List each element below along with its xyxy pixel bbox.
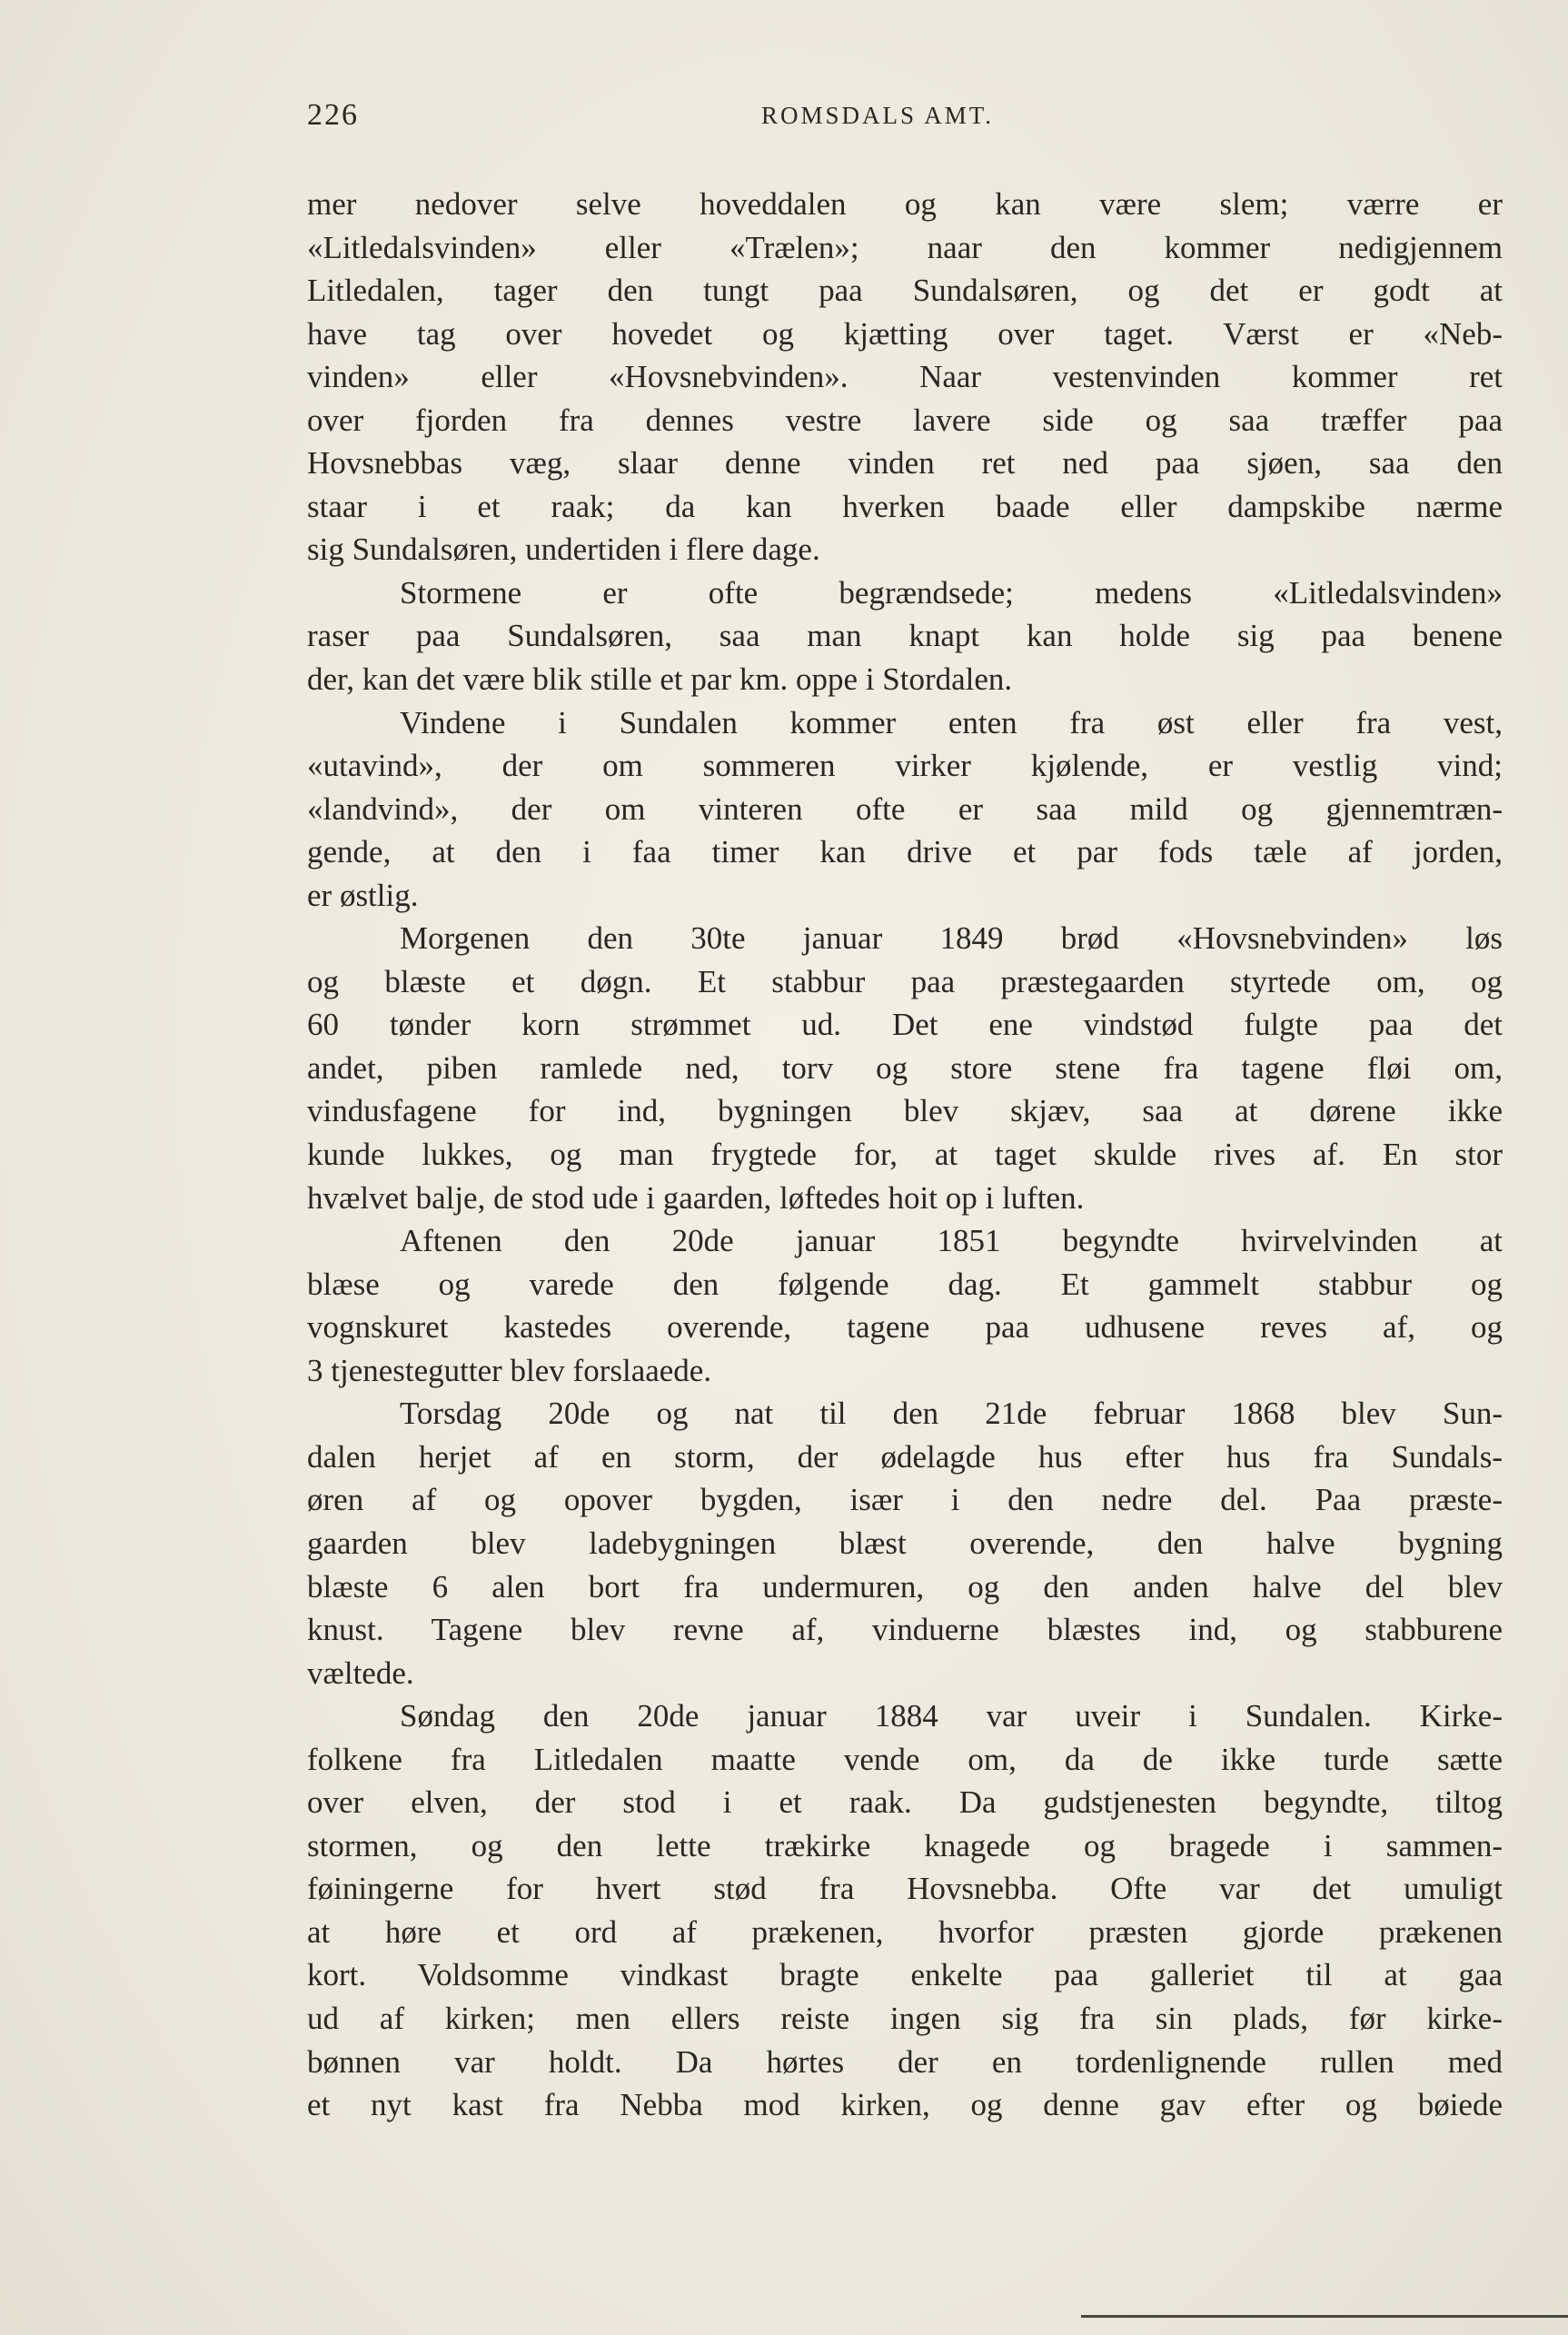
text-line: have tag over hovedet og kjætting over taget. Værst er «Neb- — [307, 315, 1503, 352]
body-text — [307, 183, 1503, 2127]
page-header — [307, 98, 1506, 138]
text-line: kunde lukkes, og man frygtede for, at taget skulde rives af. En stor — [307, 1137, 1503, 1173]
text-line: «Litledalsvinden» eller «Trælen»; naar den kommer nedigjennem — [307, 229, 1503, 265]
text-line: kort. Voldsomme vindkast bragte enkelte paa galleriet til at gaa — [307, 1957, 1503, 1993]
text-line: over elven, der stod i et raak. Da gudstjenesten begyndte, tiltog — [307, 1784, 1503, 1821]
text-line: vinden» eller «Hovsnebvinden». Naar vestenvinden kommer ret — [307, 359, 1503, 395]
text-line: at høre et ord af prækenen, hvorfor præsten gjorde prækenen — [307, 1913, 1503, 1950]
page-number: 226 — [307, 98, 359, 132]
text-line: der, kan det være blik stille et par km. oppe i Stordalen. — [307, 661, 1013, 698]
text-line: et nyt kast fra Nebba mod kirken, og denne gav efter og bøiede — [307, 2087, 1503, 2123]
text-line: «landvind», der om vinteren ofte er saa mild og gjennemtræn- — [307, 790, 1503, 827]
text-line: stormen, og den lette trækirke knagede og bragede i sammen- — [307, 1827, 1503, 1863]
text-line: Aftenen den 20de januar 1851 begyndte hvirvelvinden at — [400, 1223, 1503, 1259]
text-line: gaarden blev ladebygningen blæst overende, den halve bygning — [307, 1525, 1503, 1561]
text-line: vognskuret kastedes overende, tagene paa udhusene reves af, og — [307, 1309, 1503, 1346]
text-line: 60 tønder korn strømmet ud. Det ene vindstød fulgte paa det — [307, 1007, 1503, 1043]
text-line: bønnen var holdt. Da hørtes der en tordenlignende rullen med — [307, 2043, 1503, 2080]
text-line: Hovsnebbas væg, slaar denne vinden ret ned paa sjøen, saa den — [307, 445, 1503, 482]
running-head: ROMSDALS AMT. — [761, 102, 995, 129]
text-line: Litledalen, tager den tungt paa Sundalsøren, og det er godt at — [307, 273, 1503, 309]
text-line: staar i et raak; da kan hverken baade eller dampskibe nærme — [307, 488, 1503, 524]
text-line: Vindene i Sundalen kommer enten fra øst eller fra vest, — [400, 704, 1503, 740]
text-line: Stormene er ofte begrændsede; medens «Litledalsvinden» — [400, 574, 1503, 611]
text-line: folkene fra Litledalen maatte vende om, da de ikke turde sætte — [307, 1741, 1503, 1777]
text-line: vindusfagene for ind, bygningen blev skjæv, saa at dørene ikke — [307, 1093, 1503, 1129]
text-line: andet, piben ramlede ned, torv og store stene fra tagene fløi om, — [307, 1049, 1503, 1086]
text-line: dalen herjet af en storm, der ødelagde hus efter hus fra Sundals- — [307, 1438, 1503, 1475]
text-line: «utavind», der om sommeren virker kjølende, er vestlig vind; — [307, 748, 1503, 784]
text-line: Morgenen den 30te januar 1849 brød «Hovsnebvinden» løs — [400, 920, 1503, 957]
bottom-rule — [1081, 2315, 1568, 2318]
text-line: øren af og opover bygden, især i den nedre del. Paa præste- — [307, 1482, 1503, 1518]
text-line: mer nedover selve hoveddalen og kan være slem; værre er — [307, 186, 1503, 222]
text-line: gende, at den i faa timer kan drive et par fods tæle af jorden, — [307, 834, 1503, 870]
text-line: sig Sundalsøren, undertiden i flere dage. — [307, 532, 820, 568]
text-line: ud af kirken; men ellers reiste ingen sig fra sin plads, før kirke- — [307, 2000, 1503, 2036]
text-line: blæse og varede den følgende dag. Et gammelt stabbur og — [307, 1266, 1503, 1302]
text-line: blæste 6 alen bort fra undermuren, og den anden halve del blev — [307, 1568, 1503, 1605]
text-line: er østlig. — [307, 877, 419, 913]
text-line: 3 tjenestegutter blev forslaaede. — [307, 1352, 712, 1388]
text-line: væltede. — [307, 1654, 414, 1691]
text-line: over fjorden fra dennes vestre lavere side og saa træffer paa — [307, 402, 1503, 438]
text-line: Torsdag 20de og nat til den 21de februar 1868 blev Sun- — [400, 1396, 1503, 1432]
text-line: knust. Tagene blev revne af, vinduerne blæstes ind, og stabburene — [307, 1612, 1503, 1648]
text-line: føiningerne for hvert stød fra Hovsnebba. Ofte var det umuligt — [307, 1871, 1503, 1907]
text-line: Søndag den 20de januar 1884 var uveir i Sundalen. Kirke- — [400, 1698, 1503, 1734]
text-line: hvælvet balje, de stod ude i gaarden, løftedes hoit op i luften. — [307, 1179, 1085, 1216]
text-line: og blæste et døgn. Et stabbur paa præstegaarden styrtede om, og — [307, 963, 1503, 999]
text-line: raser paa Sundalsøren, saa man knapt kan holde sig paa benene — [307, 618, 1503, 654]
